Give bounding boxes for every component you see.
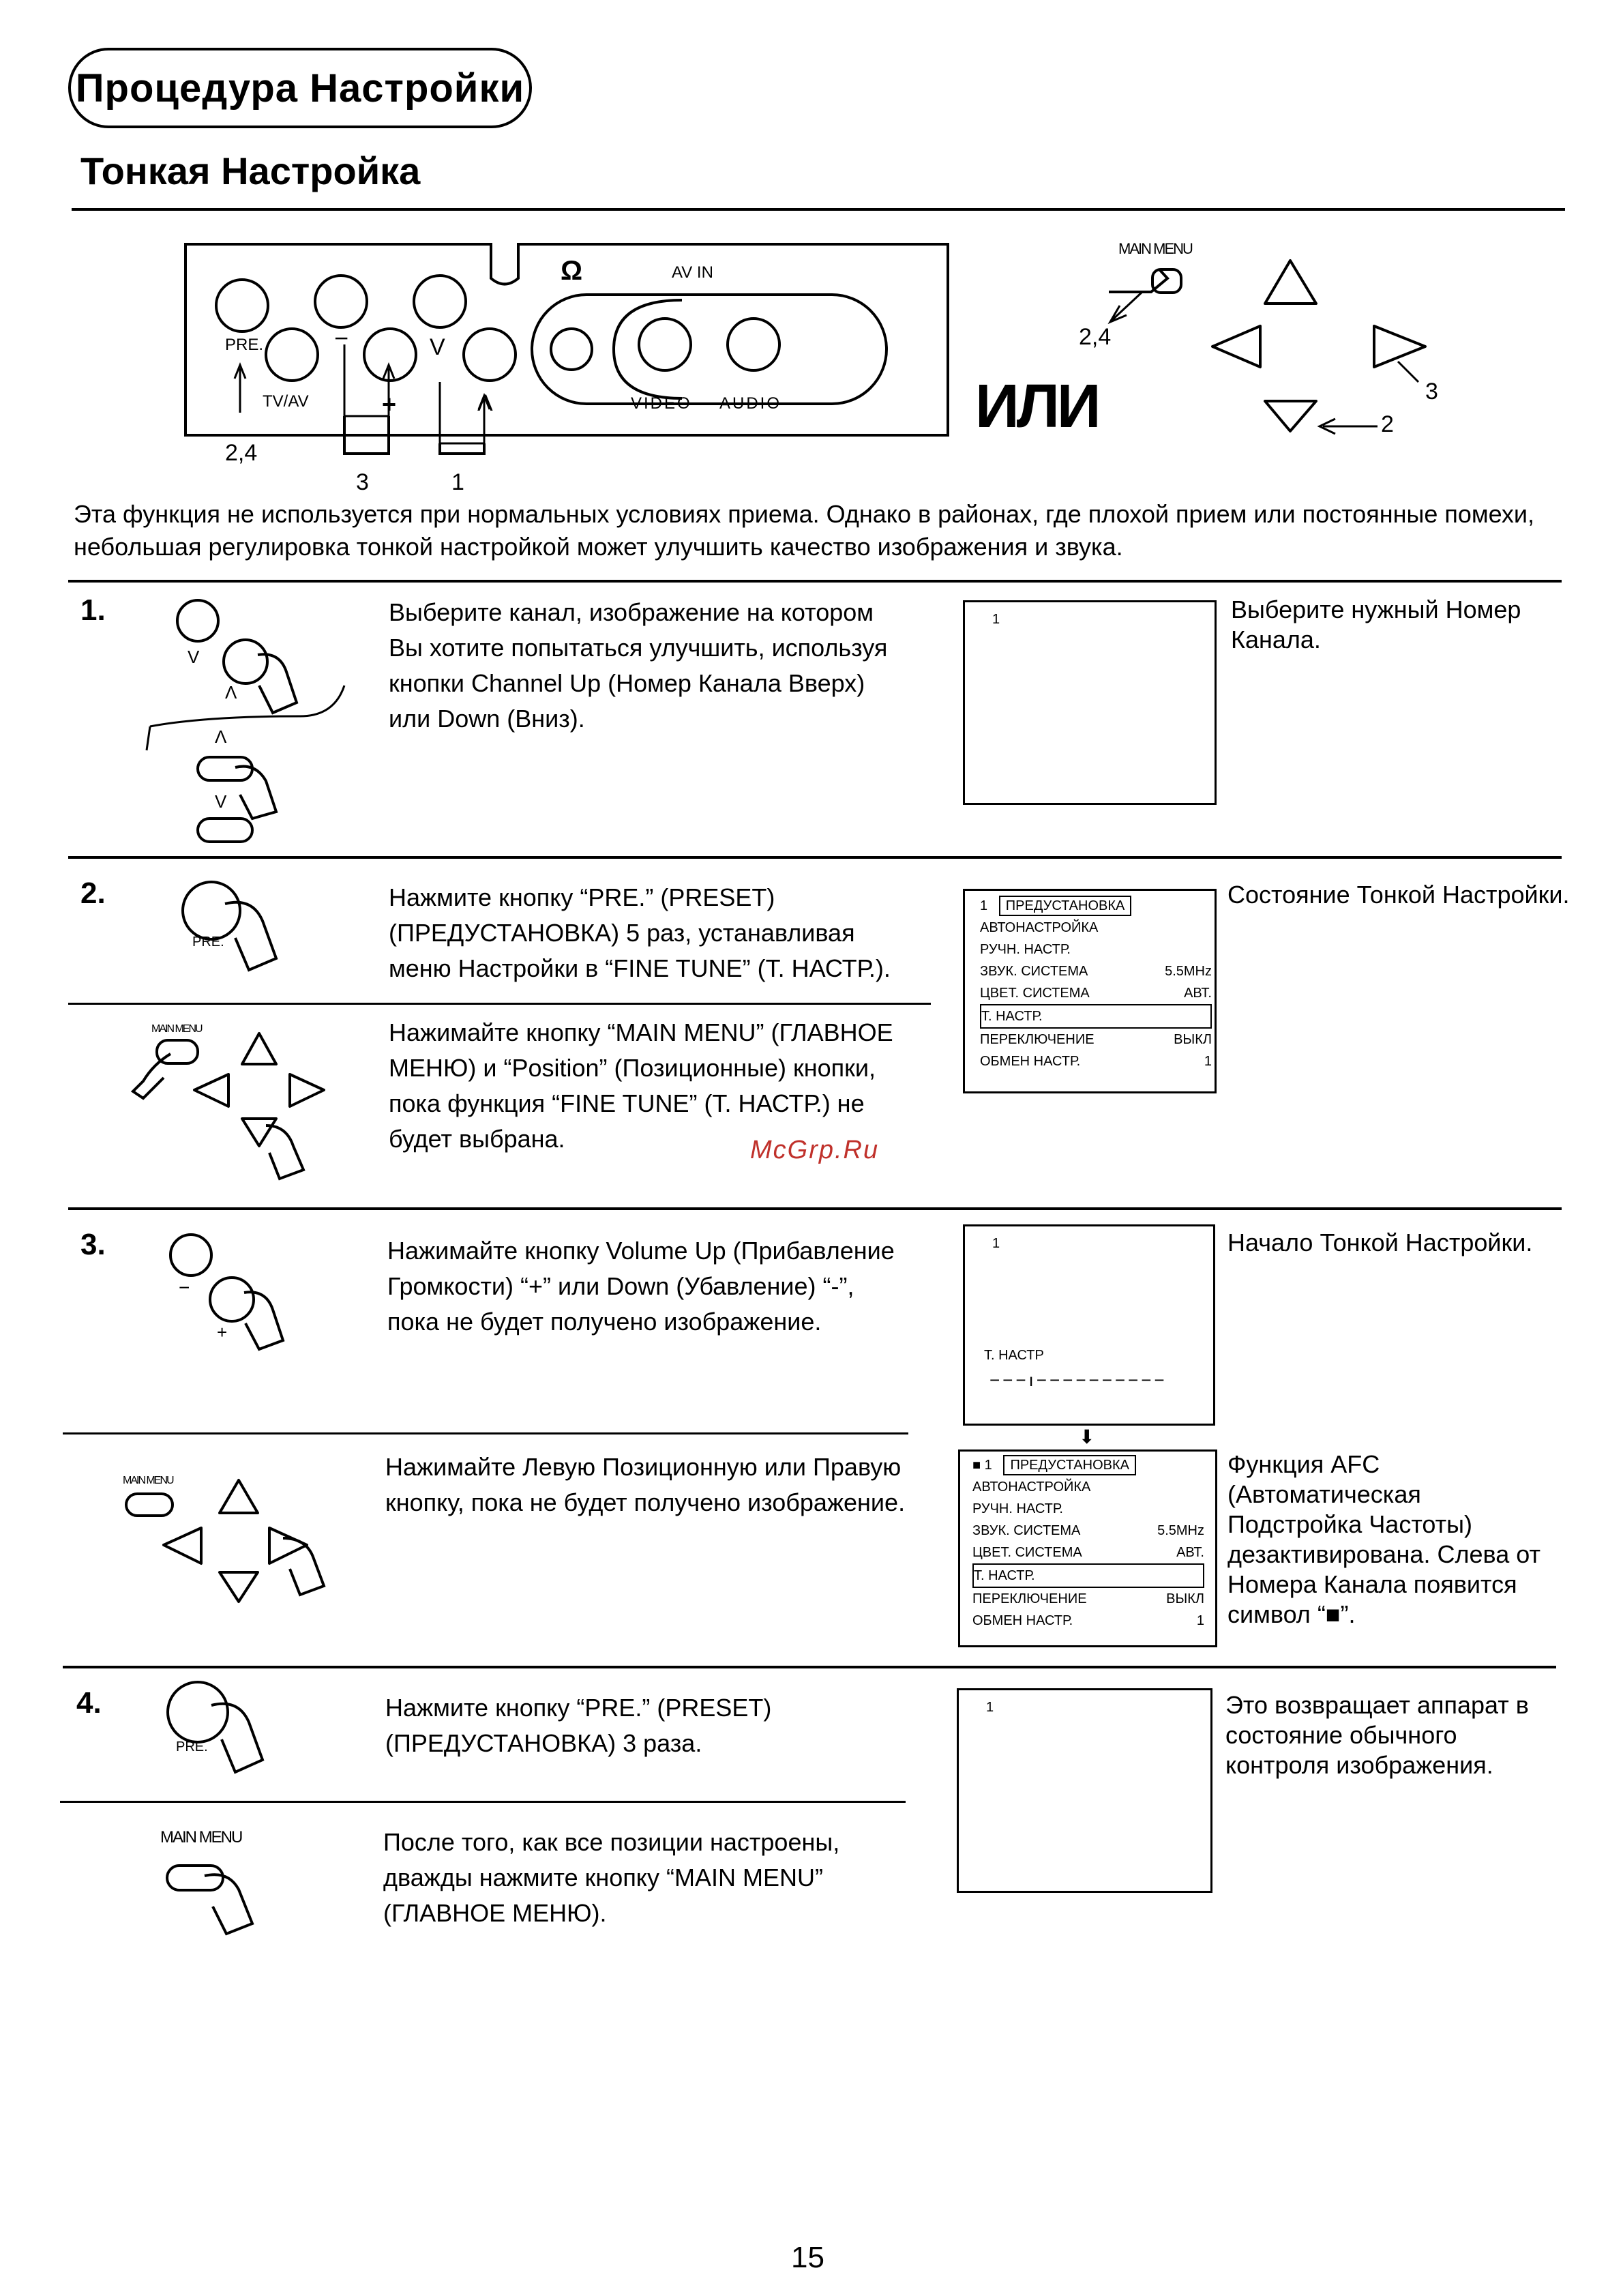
afc-marker: ■ 1 — [972, 1458, 992, 1473]
step-3-number: 3. — [80, 1228, 106, 1261]
remote-callout-3: 3 — [1425, 379, 1438, 404]
menu-row: ПЕРЕКЛЮЧЕНИЕ ВЫКЛ — [972, 1591, 1204, 1606]
step-3-note-b: Функция AFC (Автоматическая Подстройка Частоты) дезактивирована. Слева от Номера Канала появится символ “■”. — [1227, 1450, 1540, 1628]
fine-tune-label: Т. НАСТР — [984, 1348, 1044, 1363]
callout-1: 1 — [451, 469, 464, 495]
step-3-main-menu-label: MAIN MENU — [123, 1475, 173, 1486]
step-3-text-a: Нажимайте кнопку Volume Up (Прибавление Громкости) “+” или Down (Убавление) “-”, пока не будет получено изображение. — [387, 1237, 895, 1336]
menu-row-selected: Т. НАСТР. — [980, 1004, 1212, 1029]
step-4-number: 4. — [76, 1686, 102, 1720]
step-1-number: 1. — [80, 593, 106, 627]
menu-row-selected: Т. НАСТР. — [972, 1563, 1204, 1588]
video-label: VIDEO — [631, 394, 692, 413]
step-4-screen — [957, 1688, 1212, 1893]
step-3-text-b: Нажимайте Левую Позиционную или Правую кнопку, пока не будет получено изображение. — [385, 1453, 906, 1516]
tvav-label: TV/AV — [263, 392, 309, 411]
menu-channel: 1 — [980, 898, 988, 913]
step-1-text: Выберите канал, изображение на котором Вы хотите попытаться улучшить, используя кнопки Channel Up (Номер Канала Вверх) или Down (Вниз). — [389, 598, 888, 733]
step-1-up-label: Λ — [225, 682, 237, 703]
callout-24: 2,4 — [225, 440, 258, 466]
screen-channel-number: 1 — [992, 1236, 1000, 1251]
remote-callout-24: 2,4 — [1079, 324, 1112, 350]
step-2-pre-label: PRE. — [192, 934, 224, 950]
step-2-main-menu-label: MAIN MENU — [151, 1023, 202, 1035]
pre-label: PRE. — [225, 336, 264, 354]
menu-row: ЦВЕТ. СИСТЕМА АВТ. — [980, 986, 1212, 1001]
menu-title: ПРЕДУСТАНОВКА — [999, 896, 1132, 916]
step-1-down-label-2: V — [215, 791, 227, 812]
step-4-sub-rule — [60, 1801, 906, 1803]
ch-down-label: V — [430, 334, 445, 360]
step-2-text-b: Нажимайте кнопку “MAIN MENU” (ГЛАВНОЕ МЕНЮ) и “Position” (Позиционные) кнопки, пока функция “FINE TUNE” (Т. НАСТР.) не будет выбрана. — [389, 1018, 893, 1153]
menu-row: ОБМЕН НАСТР. 1 — [980, 1054, 1212, 1069]
menu-row: РУЧН. НАСТР. — [972, 1501, 1063, 1516]
step-3-note-a: Начало Тонкой Настройки. — [1227, 1228, 1533, 1256]
step-4-text-b: После того, как все позиции настроены, дважды нажмите кнопку “MAIN MENU” (ГЛАВНОЕ МЕНЮ). — [383, 1828, 840, 1927]
step-1-note: Выберите нужный Номер Канала. — [1231, 595, 1521, 653]
av-in-label: AV IN — [672, 263, 713, 282]
screen-channel-number: 1 — [986, 1700, 994, 1715]
step-4-pre-label: PRE. — [176, 1739, 208, 1754]
intro-text: Эта функция не используется при нормальных условиях приема. Однако в районах, где плохой прием или постоянные помехи, небольшая регулировка тонкой настройкой может улучшить качество изображения и звука. — [74, 500, 1534, 561]
step-4-main-menu-label: MAIN MENU — [160, 1828, 242, 1846]
step-2-text-a: Нажмите кнопку “PRE.” (PRESET) (ПРЕДУСТАНОВКА) 5 раз, устанавливая меню Настройки в “FINE TUNE” (Т. НАСТР.). — [389, 883, 891, 982]
menu-row: ОБМЕН НАСТР. 1 — [972, 1613, 1204, 1628]
step-1-down-label: V — [188, 647, 200, 667]
callout-3: 3 — [356, 469, 369, 495]
watermark: McGrp.Ru — [750, 1136, 880, 1164]
menu-row: ПЕРЕКЛЮЧЕНИЕ ВЫКЛ — [980, 1032, 1212, 1047]
remote-callout-2: 2 — [1381, 411, 1394, 437]
page-subtitle: Тонкая Настройка — [80, 149, 421, 192]
menu-title: ПРЕДУСТАНОВКА — [1003, 1455, 1136, 1475]
minus-label: − — [334, 324, 349, 352]
down-arrow-icon: ⬇ — [1079, 1426, 1095, 1447]
or-text: ИЛИ — [975, 372, 1099, 441]
step-4-text-a: Нажмите кнопку “PRE.” (PRESET) (ПРЕДУСТАНОВКА) 3 раза. — [385, 1694, 772, 1757]
section-title: Процедура Настройки — [75, 65, 525, 111]
step-2-note: Состояние Тонкой Настройки. — [1227, 881, 1570, 909]
menu-row: ЗВУК. СИСТЕМА 5.5MHz — [972, 1523, 1204, 1538]
menu-row: ЦВЕТ. СИСТЕМА АВТ. — [972, 1545, 1204, 1560]
screen-channel-number: 1 — [992, 612, 1000, 627]
step-3-plus-label: + — [217, 1322, 228, 1342]
ch-up-label: Λ — [477, 390, 493, 416]
fine-tune-bar: −−−ı−−−−−−−−−− — [989, 1370, 1167, 1390]
menu-row: АВТОНАСТРОЙКА — [972, 1480, 1091, 1495]
plus-label: + — [382, 390, 397, 418]
menu-row: РУЧН. НАСТР. — [980, 942, 1071, 957]
page-number: 15 — [791, 2241, 824, 2274]
step-2-number: 2. — [80, 877, 106, 910]
menu-row: ЗВУК. СИСТЕМА 5.5MHz — [980, 964, 1212, 979]
step-1-up-label-2: Λ — [215, 726, 227, 747]
headphone-icon: Ω — [561, 256, 583, 286]
menu-row: АВТОНАСТРОЙКА — [980, 920, 1099, 935]
step-3-minus-label: − — [179, 1277, 190, 1298]
remote-main-menu-label: MAIN MENU — [1118, 240, 1192, 257]
audio-label: AUDIO — [719, 394, 782, 413]
step-4-note: Это возвращает аппарат в состояние обычного контроля изображения. — [1225, 1691, 1529, 1779]
